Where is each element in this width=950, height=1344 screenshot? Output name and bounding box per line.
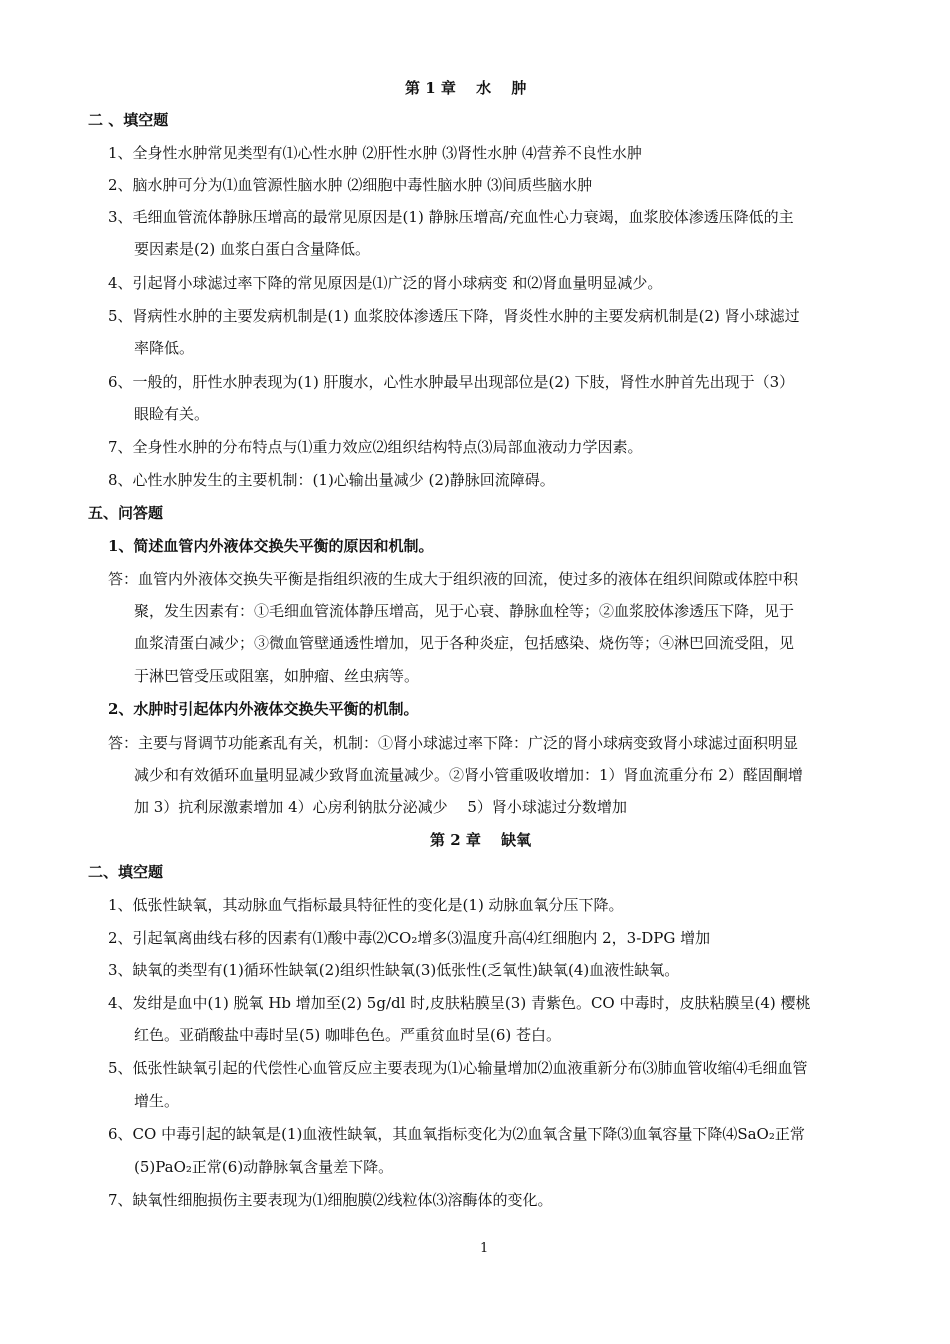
answer-2-line-3: 加 3）抗利尿激素增加 4）心房利钠肽分泌减少 5）肾小球滤过分数增加 xyxy=(134,798,627,816)
answer-1-line-2: 聚，发生因素有：①毛细血管流体静压增高，见于心衰、静脉血栓等；②血浆胶体渗透压下降，见于 xyxy=(134,602,795,620)
fill-item-4: 4、引起肾小球滤过率下降的常见原因是⑴广泛的肾小球病变 和⑵肾血量明显减少。 xyxy=(108,274,663,292)
answer-1-line-3: 血浆清蛋白减少；③微血管壁通透性增加，见于各种炎症，包括感染、烧伤等；④淋巴回流受阻，见 xyxy=(134,634,795,652)
fill-item-1: 1、全身性水肿常见类型有⑴心性水肿 ⑵肝性水肿 ⑶肾性水肿 ⑷营养不良性水肿 xyxy=(108,144,642,162)
ch2-item-4: 4、发绀是血中(1) 脱氧 Hb 增加至(2) 5g/dl 时,皮肤粘膜呈(3) 青紫色。CO 中毒时，皮肤粘膜呈(4) 樱桃 xyxy=(108,994,811,1012)
chapter-2-fill-heading: 二、填空题 xyxy=(88,863,164,881)
ch2-item-5-cont: 增生。 xyxy=(134,1092,180,1110)
chapter-2-title: 第 2 章 缺氧 xyxy=(430,831,532,849)
fill-item-6-cont: 眼睑有关。 xyxy=(134,405,210,423)
ch2-item-2: 2、引起氧离曲线右移的因素有⑴酸中毒⑵CO₂增多⑶温度升高⑷红细胞内 2，3-DPG 增加 xyxy=(108,929,711,947)
ch2-item-4-cont: 红色。亚硝酸盐中毒时呈(5) 咖啡色色。严重贫血时呈(6) 苍白。 xyxy=(134,1026,562,1044)
answer-1-line-1: 答：血管内外液体交换失平衡是指组织液的生成大于组织液的回流，使过多的液体在组织间隙或体腔中积 xyxy=(108,570,799,588)
answer-1-line-4: 于淋巴管受压或阻塞，如肿瘤、丝虫病等。 xyxy=(134,667,420,685)
page-number: 1 xyxy=(480,1241,489,1256)
fill-item-5: 5、肾病性水肿的主要发病机制是(1) 血浆胶体渗透压下降，肾炎性水肿的主要发病机制是(2) 肾小球滤过 xyxy=(108,307,800,325)
ch2-item-3: 3、缺氧的类型有(1)循环性缺氧(2)组织性缺氧(3)低张性(乏氧性)缺氧(4)血液性缺氧。 xyxy=(108,961,680,979)
fill-item-3-cont: 要因素是(2) 血浆白蛋白含量降低。 xyxy=(134,240,371,258)
ch2-item-5: 5、低张性缺氧引起的代偿性心血管反应主要表现为⑴心输量增加⑵血液重新分布⑶肺血管收缩⑷毛细血管 xyxy=(108,1059,808,1077)
fill-item-8: 8、心性水肿发生的主要机制：(1)心输出量减少 (2)静脉回流障碍。 xyxy=(108,471,555,489)
answer-2-line-1: 答：主要与肾调节功能紊乱有关，机制：①肾小球滤过率下降：广泛的肾小球病变致肾小球滤过面积明显 xyxy=(108,734,799,752)
fill-item-2: 2、脑水肿可分为⑴血管源性脑水肿 ⑵细胞中毒性脑水肿 ⑶间质些脑水肿 xyxy=(108,176,593,194)
fill-item-6: 6、一般的，肝性水肿表现为(1) 肝腹水，心性水肿最早出现部位是(2) 下肢，肾性水肿首先出现于（3） xyxy=(108,373,795,391)
ch2-item-7: 7、缺氧性细胞损伤主要表现为⑴细胞膜⑵线粒体⑶溶酶体的变化。 xyxy=(108,1191,553,1209)
ch2-item-1: 1、低张性缺氧，其动脉血气指标最具特征性的变化是(1) 动脉血氧分压下降。 xyxy=(108,896,624,914)
fill-item-7: 7、全身性水肿的分布特点与⑴重力效应⑵组织结构特点⑶局部血液动力学因素。 xyxy=(108,438,643,456)
chapter-1-title: 第 1 章 水 肿 xyxy=(405,79,527,97)
fill-item-5-cont: 率降低。 xyxy=(134,339,195,357)
section-qa-heading: 五、问答题 xyxy=(88,504,164,522)
question-1: 1、简述血管内外液体交换失平衡的原因和机制。 xyxy=(108,537,434,555)
fill-item-3: 3、毛细血管流体静脉压增高的最常见原因是(1) 静脉压增高/充血性心力衰竭，血浆胶体渗透压降低的主 xyxy=(108,208,794,226)
answer-2-line-2: 减少和有效循环血量明显减少致肾血流量减少。②肾小管重吸收增加：1）肾血流重分布 2）醛固酮增 xyxy=(134,766,803,784)
section-fill-in-heading: 二 、填空题 xyxy=(88,111,169,129)
question-2: 2、水肿时引起体内外液体交换失平衡的机制。 xyxy=(108,700,419,718)
ch2-item-6: 6、CO 中毒引起的缺氧是(1)血液性缺氧，其血氧指标变化为⑵血氧含量下降⑶血氧容量下降⑷SaO₂正常 xyxy=(108,1125,805,1143)
ch2-item-6-cont: (5)PaO₂正常(6)动静脉氧含量差下降。 xyxy=(134,1158,394,1176)
